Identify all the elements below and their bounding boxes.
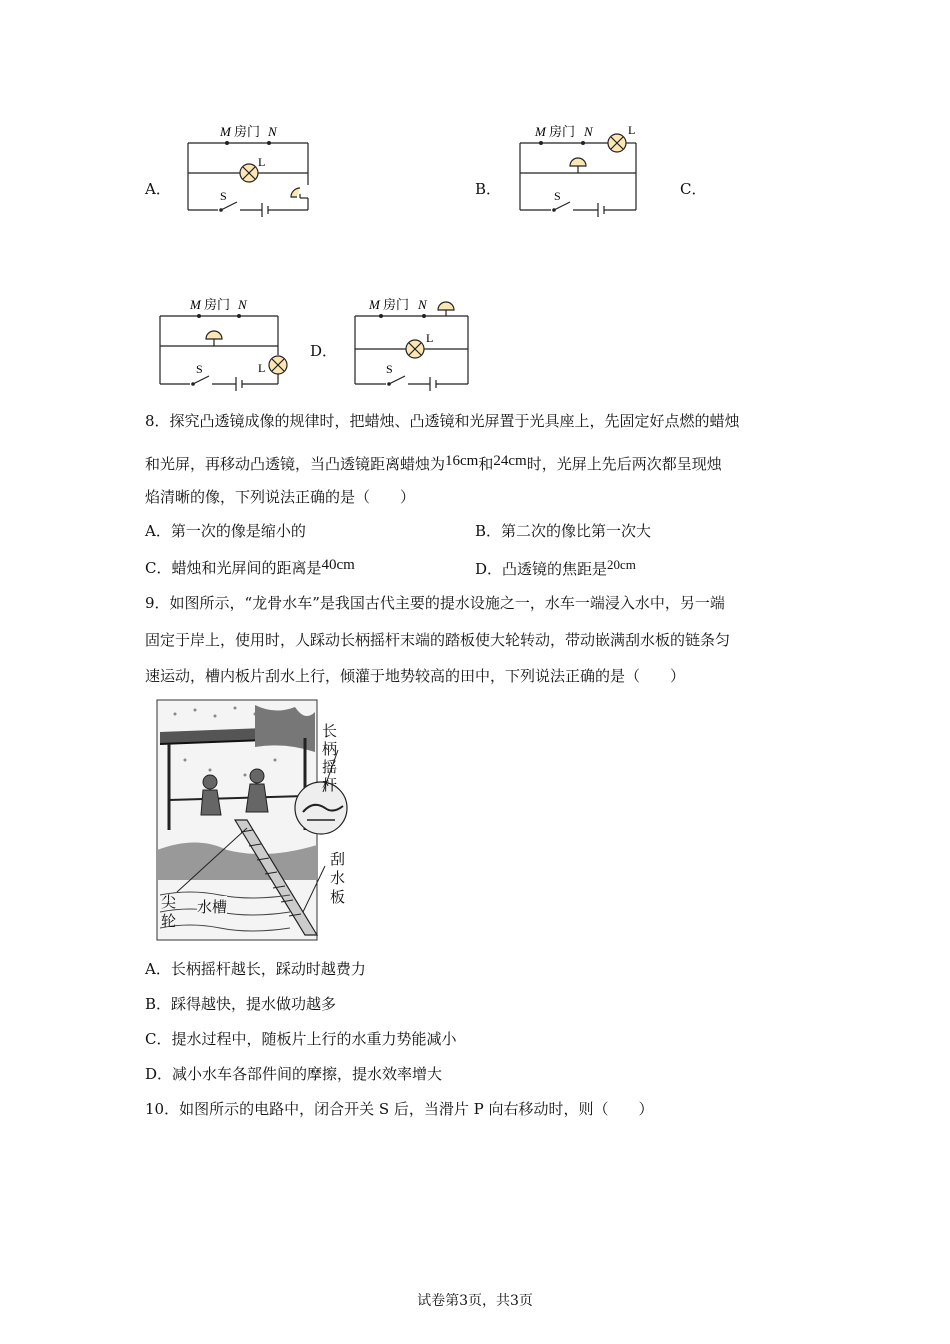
label-m: M <box>535 124 546 139</box>
label-lamp: L <box>258 155 266 169</box>
crank-label-char: 柄 <box>322 740 338 758</box>
label-n: N <box>584 124 593 139</box>
q8-option-c <box>145 548 355 585</box>
label-switch: S <box>554 189 561 203</box>
q9-line3: 速运动，槽内板片刮水上行，倾灌于地势较高的田中，下列说法正确的是（ ） <box>145 667 686 685</box>
label-m: M <box>190 297 201 312</box>
q8-line1: 8．探究凸透镜成像的规律时，把蜡烛、凸透镜和光屏置于光具座上，先固定好点燃的蜡烛 <box>145 412 740 430</box>
label-switch: S <box>196 362 203 376</box>
q8-line3: 焰清晰的像，下列说法正确的是（ ） <box>145 488 416 506</box>
q9-option-d: D．减小水车各部件间的摩擦，提水效率增大 <box>145 1065 443 1083</box>
q8-option-d <box>475 548 636 586</box>
q8-line2-b: 和 <box>478 455 494 473</box>
q9-line2: 固定于岸上，使用时，人踩动长柄摇杆末端的踏板使大轮转动，带动嵌满刮水板的链条匀 <box>145 631 731 649</box>
wheel-label-char: 尖 <box>161 893 177 911</box>
label-door: 房门 <box>204 297 231 312</box>
scraper-label-char: 刮 <box>330 850 346 868</box>
option-c-label: C． <box>680 180 707 198</box>
label-n: N <box>268 124 277 139</box>
circuit-diagram-d <box>0 0 950 420</box>
crank-label-char: 长 <box>322 722 338 740</box>
option-b-label: B． <box>475 180 502 198</box>
wheel-label <box>161 893 177 931</box>
q8-option-c-text: C．蜡烛和光屏间的距离是 <box>145 559 322 577</box>
wheel-label-char: 轮 <box>161 912 177 930</box>
label-lamp: L <box>628 123 636 137</box>
label-door: 房门 <box>234 124 261 139</box>
scraper-label-char: 板 <box>330 888 346 906</box>
label-lamp: L <box>258 361 266 375</box>
label-lamp: L <box>426 331 434 345</box>
q8-line2-c: 时，光屏上先后两次都呈现烛 <box>526 455 722 473</box>
page-footer: 试卷第3页，共3页 <box>417 1293 533 1309</box>
label-door: 房门 <box>383 297 410 312</box>
label-door: 房门 <box>549 124 576 139</box>
q8-distance-1: 16cm <box>445 453 479 469</box>
q9-option-a: A．长柄摇杆越长，踩动时越费力 <box>145 960 366 978</box>
q8-line2-a: 和光屏，再移动凸透镜，当凸透镜距离蜡烛为 <box>145 455 446 473</box>
q9-option-c: C．提水过程中，随板片上行的水重力势能减小 <box>145 1030 457 1048</box>
trough-label: 水槽 <box>197 898 228 916</box>
scraper-label-char: 水 <box>330 869 346 887</box>
q8-option-d-text: D．凸透镜的焦距是 <box>475 560 608 578</box>
q9-line1: 9．如图所示，“龙骨水车”是我国古代主要的提水设施之一，水车一端浸入水中，另一端 <box>145 594 725 612</box>
label-n: N <box>238 297 247 312</box>
crank-label-char: 杆 <box>322 776 338 794</box>
q8-option-a: A．第一次的像是缩小的 <box>145 522 306 540</box>
crank-label-char: 摇 <box>322 758 338 776</box>
label-m: M <box>220 124 231 139</box>
q8-option-c-value: 40cm <box>321 557 355 573</box>
label-switch: S <box>386 362 393 376</box>
q8-distance-2: 24cm <box>493 453 527 469</box>
q9-option-b: B．踩得越快，提水做功越多 <box>145 995 337 1013</box>
crank-label <box>322 722 338 794</box>
q8-line2 <box>145 444 722 481</box>
q8-option-d-value: 20cm <box>607 557 636 572</box>
option-d-label: D． <box>310 342 338 360</box>
q8-option-b: B．第二次的像比第一次大 <box>475 522 652 540</box>
q10-line1: 10．如图所示的电路中，闭合开关 S 后，当滑片 P 向右移动时，则（ ） <box>145 1100 654 1118</box>
label-switch: S <box>220 189 227 203</box>
label-m: M <box>369 297 380 312</box>
label-n: N <box>418 297 427 312</box>
scraper-label <box>330 850 346 907</box>
option-a-label: A． <box>145 180 171 198</box>
